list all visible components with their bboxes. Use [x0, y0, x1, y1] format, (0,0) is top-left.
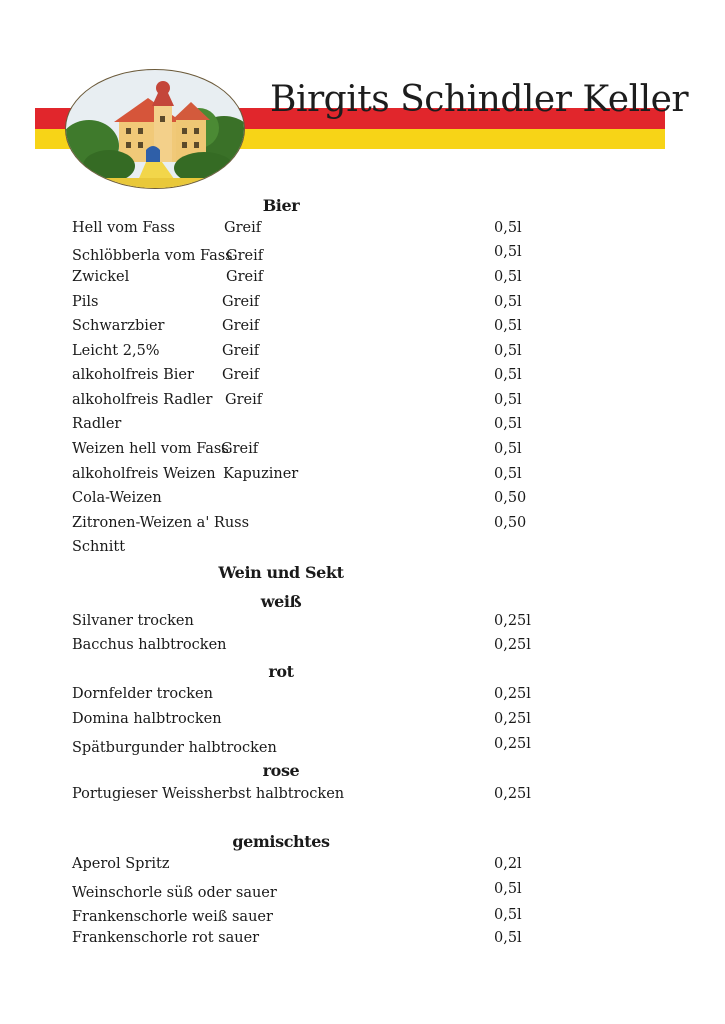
- menu-item: [72, 466, 542, 488]
- item-name: Schlöbberla vom Fass: [72, 248, 233, 264]
- item-brand: Greif: [225, 392, 263, 408]
- menu-item: [72, 515, 542, 537]
- item-size: 0,5l: [494, 930, 522, 946]
- item-name: Aperol Spritz: [72, 856, 170, 872]
- item-name: Hell vom Fass: [72, 220, 175, 236]
- item-size: 0,25l: [494, 613, 531, 629]
- section-heading-wein: Wein und Sekt: [218, 563, 344, 582]
- item-name: Leicht 2,5%: [72, 343, 160, 359]
- menu-item: [72, 909, 542, 931]
- item-size: 0,5l: [494, 343, 522, 359]
- menu-item: [72, 539, 542, 561]
- menu-item: [72, 686, 542, 708]
- item-name: Frankenschorle weiß sauer: [72, 909, 273, 925]
- item-name: Dornfelder trocken: [72, 686, 213, 702]
- item-name: alkoholfreis Weizen: [72, 466, 216, 482]
- item-name: Schwarzbier: [72, 318, 165, 334]
- section-heading-bier: Bier: [262, 196, 300, 215]
- item-brand: Greif: [226, 269, 264, 285]
- menu-item: [72, 736, 542, 762]
- menu-item: [72, 856, 542, 878]
- menu-item: [72, 392, 542, 414]
- item-name: Domina halbtrocken: [72, 711, 222, 727]
- item-size: 0,2l: [494, 856, 522, 872]
- item-size: 0,25l: [494, 637, 531, 653]
- menu-item: [72, 613, 542, 635]
- item-name: Cola-Weizen: [72, 490, 162, 506]
- subheading-weiss: weiß: [260, 592, 302, 611]
- item-size: 0,5l: [494, 220, 522, 236]
- menu-item: [72, 343, 542, 365]
- item-size: 0,50: [494, 515, 527, 531]
- item-size: 0,50: [494, 490, 527, 506]
- item-brand: Greif: [222, 343, 260, 359]
- item-brand: Greif: [226, 248, 264, 264]
- menu-item: [72, 416, 542, 438]
- item-name: alkoholfreis Bier: [72, 367, 194, 383]
- menu-item: [72, 220, 542, 242]
- item-size: 0,25l: [494, 736, 531, 752]
- item-name: Bacchus halbtrocken: [72, 637, 227, 653]
- subheading-rose: rose: [262, 761, 300, 780]
- item-size: 0,5l: [494, 244, 522, 260]
- item-name: Zitronen-Weizen a' Russ: [72, 515, 250, 531]
- item-size: 0,25l: [494, 686, 531, 702]
- item-name: Spätburgunder halbtrocken: [72, 740, 277, 756]
- menu-item: [72, 637, 542, 659]
- menu-item: [72, 318, 542, 340]
- item-name: alkoholfreis Radler: [72, 392, 213, 408]
- item-size: 0,5l: [494, 318, 522, 334]
- item-name: Weizen hell vom Fass: [72, 441, 229, 457]
- menu-item: [72, 367, 542, 389]
- item-size: 0,5l: [494, 392, 522, 408]
- item-size: 0,5l: [494, 441, 522, 457]
- menu-item: [72, 490, 542, 512]
- item-brand: Greif: [222, 318, 260, 334]
- item-name: Weinschorle süß oder sauer: [72, 885, 277, 901]
- item-name: Pils: [72, 294, 99, 310]
- item-size: 0,5l: [494, 466, 522, 482]
- item-brand: Greif: [221, 441, 259, 457]
- menu-item: [72, 786, 542, 808]
- item-brand: Greif: [224, 220, 262, 236]
- menu-item: [72, 244, 542, 270]
- menu-item: [72, 930, 542, 952]
- section-heading-gemischtes: gemischtes: [232, 832, 330, 851]
- menu-item: [72, 711, 542, 733]
- item-name: Zwickel: [72, 269, 130, 285]
- item-brand: Greif: [222, 294, 260, 310]
- item-size: 0,5l: [494, 367, 522, 383]
- subheading-rot: rot: [268, 662, 294, 681]
- item-size: 0,5l: [494, 269, 522, 285]
- item-name: Frankenschorle rot sauer: [72, 930, 260, 946]
- menu-item: [72, 881, 542, 907]
- item-size: 0,5l: [494, 294, 522, 310]
- item-size: 0,5l: [494, 416, 522, 432]
- menu-item: [72, 294, 542, 316]
- item-size: 0,5l: [494, 907, 522, 923]
- menu-item: [72, 269, 542, 291]
- menu-item: [72, 441, 542, 463]
- item-name: Schnitt: [72, 539, 126, 555]
- item-size: 0,5l: [494, 881, 522, 897]
- item-brand: Kapuziner: [223, 466, 299, 482]
- item-brand: Greif: [222, 367, 260, 383]
- item-name: Radler: [72, 416, 122, 432]
- restaurant-title: Birgits Schindler Keller: [270, 79, 689, 120]
- item-size: 0,25l: [494, 786, 531, 802]
- item-name: Portugieser Weissherbst halbtrocken: [72, 786, 345, 802]
- item-size: 0,25l: [494, 711, 531, 727]
- item-name: Silvaner trocken: [72, 613, 194, 629]
